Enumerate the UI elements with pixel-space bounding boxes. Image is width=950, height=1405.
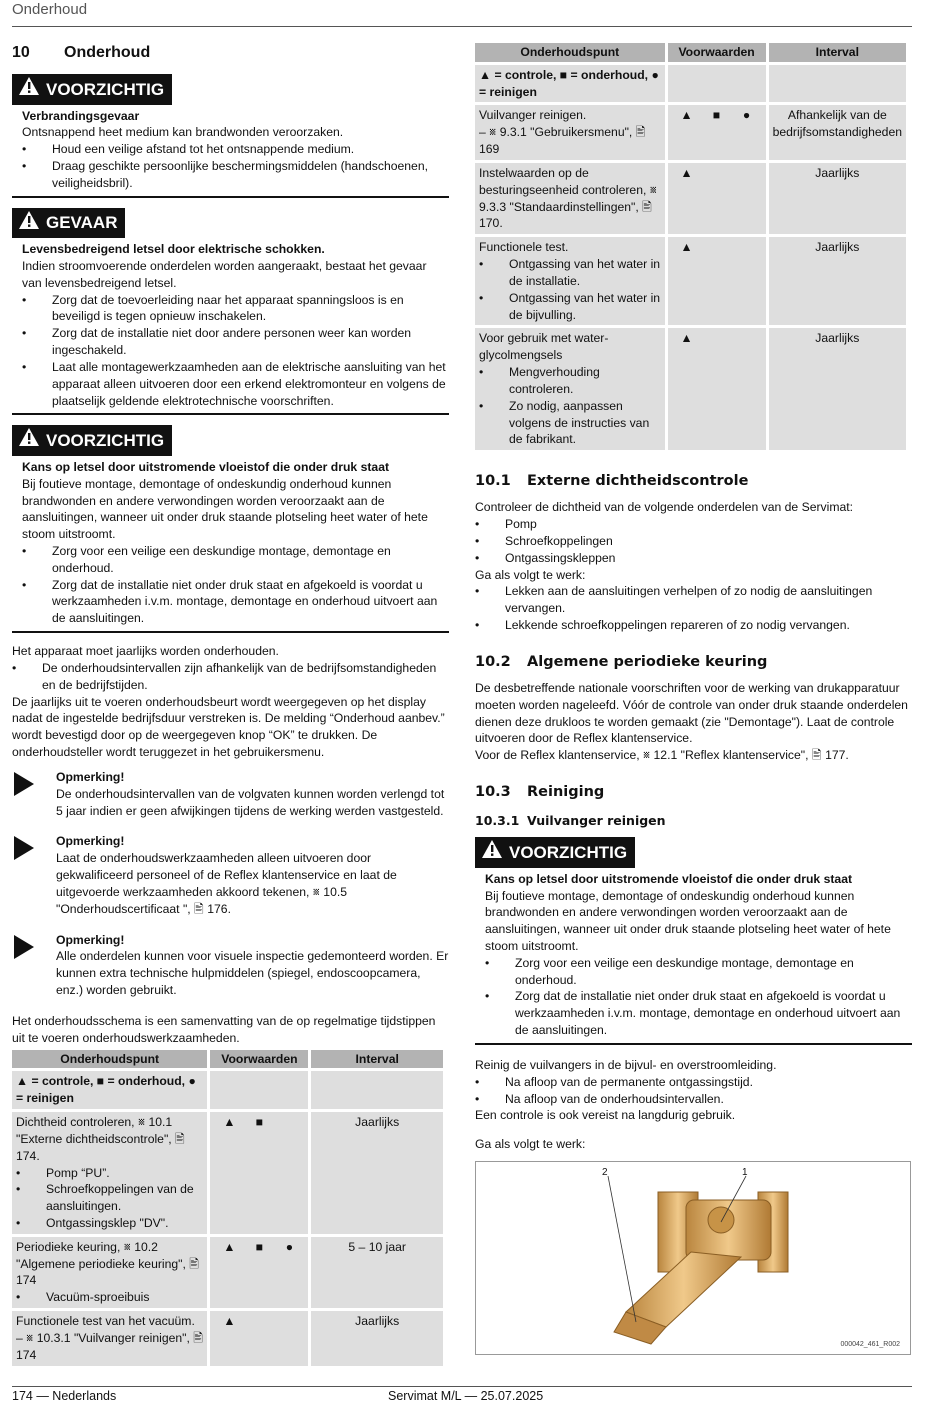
note-arrow-icon xyxy=(12,769,56,819)
leader-line-2 xyxy=(608,1176,636,1322)
paragraph: Ga als volgt te werk: xyxy=(475,567,586,582)
table-cell-interval: Afhankelijk van de bedrijfsomstandigheden xyxy=(769,105,906,159)
table-header-row xyxy=(12,1050,443,1069)
list-item: • Zorg voor een veilige een deskundige montage, demontage en onderhoud. xyxy=(485,955,912,989)
section-title: Reiniging xyxy=(527,783,605,800)
list-item: • Houd een veilige afstand tot het ontsnappende medium. xyxy=(22,141,449,158)
intro-paragraph: De jaarlijks uit te voeren onderhoudsbeurt wordt weergegeven op het display nadat de ingestelde bedrijfsduur verstreken is. De melding “Onderhoud aanbev.” wordt bevestigd door op de weergegeven knop “OK” te drukken. De onderhoudsteller wordt teruggezet in het gebruikersmenu. xyxy=(12,694,445,760)
section-heading xyxy=(475,782,912,802)
table-cell-conditions xyxy=(668,163,766,234)
note-body xyxy=(56,932,449,999)
condition-symbol: ■ xyxy=(712,108,721,123)
table-cell-interval: 5 – 10 jaar xyxy=(311,1237,443,1308)
figure-label: 2 xyxy=(602,1167,608,1179)
table-header: Voorwaarden xyxy=(668,43,766,62)
table-row xyxy=(12,1237,443,1308)
list-item: • Na afloop van de onderhoudsintervallen. xyxy=(475,1091,912,1108)
list-item: • Na afloop van de permanente ontgassingstijd. xyxy=(475,1074,912,1091)
condition-symbol xyxy=(732,239,762,256)
intro-paragraph: Het apparaat moet jaarlijks worden onderhouden. xyxy=(12,644,279,659)
condition-symbol xyxy=(702,239,732,256)
table-cell-point xyxy=(12,1237,207,1308)
table-legend-row xyxy=(475,65,906,103)
warning-text: Bij foutieve montage, demontage of ondeskundig onderhoud kunnen brandwonden en andere verwondingen worden veroorzaakt aan de aansluitingen, wanneer uit onder druk staande plotseling heet water of hete stoom uitstroomt. xyxy=(485,888,891,953)
condition-symbols xyxy=(214,1313,304,1330)
warning-icon xyxy=(18,427,46,453)
table-header: Interval xyxy=(769,43,906,62)
section-number: 10.1 xyxy=(475,473,511,490)
paragraph: Controleer de dichtheid van de volgende onderdelen van de Servimat: xyxy=(475,500,854,515)
table-cell xyxy=(769,65,906,103)
list-item: • Mengverhouding controleren. xyxy=(479,364,661,398)
table-cell-interval: Jaarlijks xyxy=(769,237,906,325)
table-cell-interval: Jaarlijks xyxy=(769,328,906,450)
table-cell-conditions xyxy=(210,1112,308,1234)
note-block xyxy=(12,932,449,999)
point-list xyxy=(16,1289,203,1306)
warning-right xyxy=(475,837,912,1045)
table-cell-point xyxy=(475,163,665,234)
warning-label xyxy=(475,837,635,867)
condition-symbol: ▲ xyxy=(223,1115,236,1130)
warning-block xyxy=(475,837,912,1045)
warnings-left xyxy=(12,74,449,633)
condition-symbol: ▲ xyxy=(223,1314,236,1329)
table-cell-point xyxy=(475,328,665,450)
table-legend-row xyxy=(12,1071,443,1109)
warning-title: Verbrandingsgevaar xyxy=(22,108,140,123)
condition-symbol xyxy=(244,1313,274,1330)
warning-icon xyxy=(18,76,46,102)
maintenance-table-left xyxy=(9,1047,446,1369)
table-cell-point xyxy=(475,105,665,159)
condition-symbols xyxy=(214,1239,304,1256)
list-item: • Schroefkoppelingen van de aansluitingen. xyxy=(16,1181,203,1215)
table-cell-interval: Jaarlijks xyxy=(311,1112,443,1234)
warning-label xyxy=(12,208,125,238)
warning-body xyxy=(12,241,449,409)
table-cell-conditions xyxy=(210,1311,308,1365)
table-row xyxy=(12,1311,443,1365)
list-item: • Ontgassing van het water in de installatie. xyxy=(479,256,661,290)
warning-title: Kans op letsel door uitstromende vloeistof die onder druk staat xyxy=(22,459,390,474)
note-title: Opmerking! xyxy=(56,834,125,849)
table-row xyxy=(475,105,906,159)
footer-center: Servimat M/L — 25.07.2025 xyxy=(388,1389,544,1403)
condition-symbols xyxy=(672,330,762,347)
section-heading xyxy=(475,652,912,672)
note-body xyxy=(56,833,449,917)
condition-symbol xyxy=(702,330,732,347)
warning-icon xyxy=(481,839,509,865)
list-item: • Zorg dat de toevoerleiding naar het apparaat spanningsloos is en beveiligd is tegen opnieuw inschakelen. xyxy=(22,292,449,326)
warning-body xyxy=(12,108,449,192)
table-cell xyxy=(668,65,766,103)
table-cell-conditions xyxy=(210,1237,308,1308)
warning-block xyxy=(12,74,449,198)
warning-label xyxy=(12,74,172,104)
list-item: • Schroefkoppelingen xyxy=(475,533,912,550)
condition-symbol: ▲ xyxy=(680,240,693,255)
figure-code: 000042_461_R002 xyxy=(840,1341,900,1349)
condition-symbol xyxy=(732,330,762,347)
list-item: • Zorg voor een veilige een deskundige montage, demontage en onderhoud. xyxy=(22,543,449,577)
condition-symbol xyxy=(274,1114,304,1131)
warning-list xyxy=(22,292,449,410)
table-cell-point xyxy=(475,237,665,325)
point-text: Instelwaarden op de besturingseenheid controleren, ␧ 9.3.3 "Standaardinstellingen", 🖹 170. xyxy=(479,165,657,231)
table-header: Interval xyxy=(311,1050,443,1069)
note-arrow-icon xyxy=(12,932,56,999)
note-block xyxy=(12,769,449,819)
list-item: • Pomp “PU”. xyxy=(16,1165,203,1182)
table-cell xyxy=(311,1071,443,1109)
point-list xyxy=(479,256,661,323)
section-title: Externe dichtheidscontrole xyxy=(527,473,749,490)
condition-symbol: ▲ xyxy=(680,108,693,123)
condition-symbol xyxy=(274,1313,304,1330)
point-text: Functionele test van het vacuüm. xyxy=(16,1314,195,1329)
condition-symbol: ▲ xyxy=(223,1239,236,1254)
table-cell xyxy=(210,1071,308,1109)
note-title: Opmerking! xyxy=(56,769,125,784)
section-heading xyxy=(475,471,912,491)
list-item: • Ontgassingsklep "DV". xyxy=(16,1215,203,1232)
header-rule xyxy=(12,26,912,27)
warning-body xyxy=(12,459,449,627)
warning-label-text: GEVAAR xyxy=(46,213,118,233)
table-row xyxy=(475,163,906,234)
cleaning-list xyxy=(475,1074,912,1108)
figure-label: 1 xyxy=(742,1167,748,1179)
warning-title: Levensbedreigend letsel door elektrische schokken. xyxy=(22,242,325,257)
list-item: • Pomp xyxy=(475,516,912,533)
notes xyxy=(12,769,449,999)
strainer-figure xyxy=(475,1161,911,1355)
list-item: • Zorg dat de installatie niet door andere personen weer kan worden ingeschakeld. xyxy=(22,325,449,359)
condition-symbols xyxy=(214,1114,304,1131)
warning-body xyxy=(475,871,912,1039)
table-header: Onderhoudspunt xyxy=(12,1050,207,1069)
list-item: • De onderhoudsintervallen zijn afhankelijk van de bedrijfsomstandigheden en de bedrijfstijden. xyxy=(12,660,449,694)
maintenance-table-right xyxy=(472,40,909,453)
table-cell-interval: Jaarlijks xyxy=(311,1311,443,1365)
subsection-title: Vuilvanger reinigen xyxy=(527,812,666,828)
table-cell-point xyxy=(12,1112,207,1234)
note-arrow-icon xyxy=(12,833,56,917)
table-cell-interval: Jaarlijks xyxy=(769,163,906,234)
condition-symbol: ▲ xyxy=(680,331,693,346)
warning-list xyxy=(22,141,449,191)
point-text: Dichtheid controleren, ␧ 10.1 "Externe dichtheidscontrole", 🖹 174. xyxy=(16,1115,185,1163)
list-item: • Draag geschikte persoonlijke beschermingsmiddelen (handschoenen, veiligheidsbril). xyxy=(22,158,449,192)
warning-label-text: VOORZICHTIG xyxy=(46,430,165,450)
warning-text: Indien stroomvoerende onderdelen worden aangeraakt, bestaat het gevaar van levensbedreigend letsel. xyxy=(22,258,427,290)
note-text: Alle onderdelen kunnen voor visuele inspectie gedemonteerd worden. Er kunnen extra technische hulpmiddelen (spiegel, endoscoopcamera, enz.) worden gebruikt. xyxy=(56,949,449,998)
footer-rule xyxy=(12,1386,912,1387)
warning-text: Bij foutieve montage, demontage of ondeskundig onderhoud kunnen brandwonden en andere verwondingen worden veroorzaakt aan de aansluitingen, wanneer uit onder druk staande plotseling heet water of hete stoom uitstroomt. xyxy=(22,476,428,542)
warning-label xyxy=(12,425,172,455)
warning-title: Kans op letsel door uitstromende vloeistof die onder druk staat xyxy=(485,871,853,886)
running-header: Onderhoud xyxy=(12,1,88,18)
chapter-heading xyxy=(12,42,449,64)
condition-symbol: ■ xyxy=(255,1115,264,1130)
port-shape xyxy=(708,1207,734,1233)
subsection-number: 10.3.1 xyxy=(475,812,520,828)
table-cell-conditions xyxy=(668,237,766,325)
note-title: Opmerking! xyxy=(56,932,125,947)
condition-symbols xyxy=(672,165,762,182)
paragraph: Een controle is ook vereist na langdurig gebruik. xyxy=(475,1108,736,1123)
paragraph: Ga als volgt te werk: xyxy=(475,1137,586,1152)
right-column xyxy=(475,40,912,1355)
section-number: 10.3 xyxy=(475,783,511,800)
warning-block xyxy=(12,425,449,633)
subsection-heading xyxy=(475,812,912,829)
list-item: • Laat alle montagewerkzaamheden aan de elektrische aansluiting van het apparaat alleen uitvoeren door een erkend elektromonteur en volgens de plaatselijk geldende elektrotechnische voorschriften. xyxy=(22,359,449,409)
list-item: • Zorg dat de installatie niet onder druk staat en afgekoeld is voordat u werkzaamheden i.v.m. montage, demontage en onderhoud uitvoert aan de aansluitingen. xyxy=(485,988,912,1038)
strainer-leg-shape xyxy=(626,1252,741,1327)
warning-label-text: VOORZICHTIG xyxy=(46,79,165,99)
point-text: Voor gebruik met water-glycolmengsels xyxy=(479,331,609,363)
table-header-row xyxy=(475,43,906,62)
table-cell-conditions xyxy=(668,328,766,450)
condition-symbol: ● xyxy=(742,108,751,123)
condition-symbol xyxy=(702,165,732,182)
warning-list xyxy=(485,955,912,1039)
list-item: • Zo nodig, aanpassen volgens de instructies van de fabrikant. xyxy=(479,398,661,448)
table-cell-point xyxy=(12,1311,207,1365)
warning-list xyxy=(22,543,449,627)
table-row xyxy=(475,328,906,450)
point-reference: – ␧ 9.3.1 "Gebruikersmenu", 🖹 169 xyxy=(479,125,646,157)
chapter-title: Onderhoud xyxy=(64,44,151,61)
condition-symbol xyxy=(732,165,762,182)
note-text: De onderhoudsintervallen van de volgvaten kunnen worden verlengd tot 5 jaar indien er geen afwijkingen tijdens de werking werden vastgesteld. xyxy=(56,786,445,818)
strainer-illustration xyxy=(476,1162,910,1354)
table-row xyxy=(475,237,906,325)
component-list xyxy=(475,516,912,566)
paragraph: Reinig de vuilvangers in de bijvul- en overstroomleiding. xyxy=(475,1057,777,1072)
list-item: • Lekkende schroefkoppelingen repareren of zo nodig vervangen. xyxy=(475,617,912,634)
point-list xyxy=(16,1165,203,1232)
paragraph: Voor de Reflex klantenservice, ␧ 12.1 "Reflex klantenservice", 🖹 177. xyxy=(475,748,849,763)
condition-symbol: ▲ xyxy=(680,165,693,180)
warning-block xyxy=(12,208,449,416)
intro-list xyxy=(12,660,449,694)
table-row xyxy=(12,1112,443,1234)
section-title: Algemene periodieke keuring xyxy=(527,653,768,670)
table-cell-conditions xyxy=(668,105,766,159)
table-legend: ▲ = controle, ■ = onderhoud, ● = reinigen xyxy=(12,1071,207,1109)
point-reference: – ␧ 10.3.1 "Vuilvanger reinigen", 🖹 174 xyxy=(16,1330,204,1362)
condition-symbols xyxy=(672,107,762,124)
list-item: • Zorg dat de installatie niet onder druk staat en afgekoeld is voordat u werkzaamheden i.v.m. montage, demontage en onderhoud uitvoert aan de aansluitingen. xyxy=(22,577,449,627)
point-text: Vuilvanger reinigen. xyxy=(479,108,587,123)
note-block xyxy=(12,833,449,917)
list-item: • Ontgassing van het water in de bijvulling. xyxy=(479,290,661,324)
footer-left: 174 — Nederlands xyxy=(12,1389,117,1403)
condition-symbol: ● xyxy=(285,1239,294,1254)
left-column xyxy=(12,40,449,1369)
point-text: Periodieke keuring, ␧ 10.2 "Algemene periodieke keuring", 🖹 174 xyxy=(16,1239,200,1288)
section-number: 10.2 xyxy=(475,653,511,670)
point-list xyxy=(479,364,661,448)
table-legend: ▲ = controle, ■ = onderhoud, ● = reinigen xyxy=(475,65,665,103)
list-item: • Ontgassingskleppen xyxy=(475,550,912,567)
chapter-number: 10 xyxy=(12,44,30,61)
table-header: Onderhoudspunt xyxy=(475,43,665,62)
list-item: • Vacuüm-sproeibuis xyxy=(16,1289,203,1306)
warning-label-text: VOORZICHTIG xyxy=(509,842,628,862)
paragraph: De desbetreffende nationale voorschriften voor de werking van drukapparatuur moeten worden nageleefd. Vóór de controle van onder druk staande onderdelen dienen deze drukloos te worden gemaakt (zie "Demontage"). Laat de controle uitvoeren door de Reflex klantenservice. xyxy=(475,680,908,746)
note-text: Laat de onderhoudswerkzaamheden alleen uitvoeren door gekwalificeerd personeel of de Reflex klantenservice en laat de uitgevoerde werkzaamheden akkoord tekenen, ␧ 10.5 "Onderhoudscertificaat ", 🖹 176. xyxy=(56,851,397,916)
warning-text: Ontsnappend heet medium kan brandwonden veroorzaken. xyxy=(22,125,344,140)
schema-intro: Het onderhoudsschema is een samenvatting van de op regelmatige tijdstippen uit te voeren onderhoudswerkzaamheden. xyxy=(12,1013,436,1045)
condition-symbol: ■ xyxy=(255,1239,264,1254)
note-body xyxy=(56,769,449,819)
condition-symbols xyxy=(672,239,762,256)
warning-icon xyxy=(18,210,46,236)
list-item: • Lekken aan de aansluitingen verhelpen of zo nodig de aansluitingen vervangen. xyxy=(475,583,912,617)
action-list xyxy=(475,583,912,633)
point-text: Functionele test. xyxy=(479,240,569,255)
table-header: Voorwaarden xyxy=(210,1050,308,1069)
